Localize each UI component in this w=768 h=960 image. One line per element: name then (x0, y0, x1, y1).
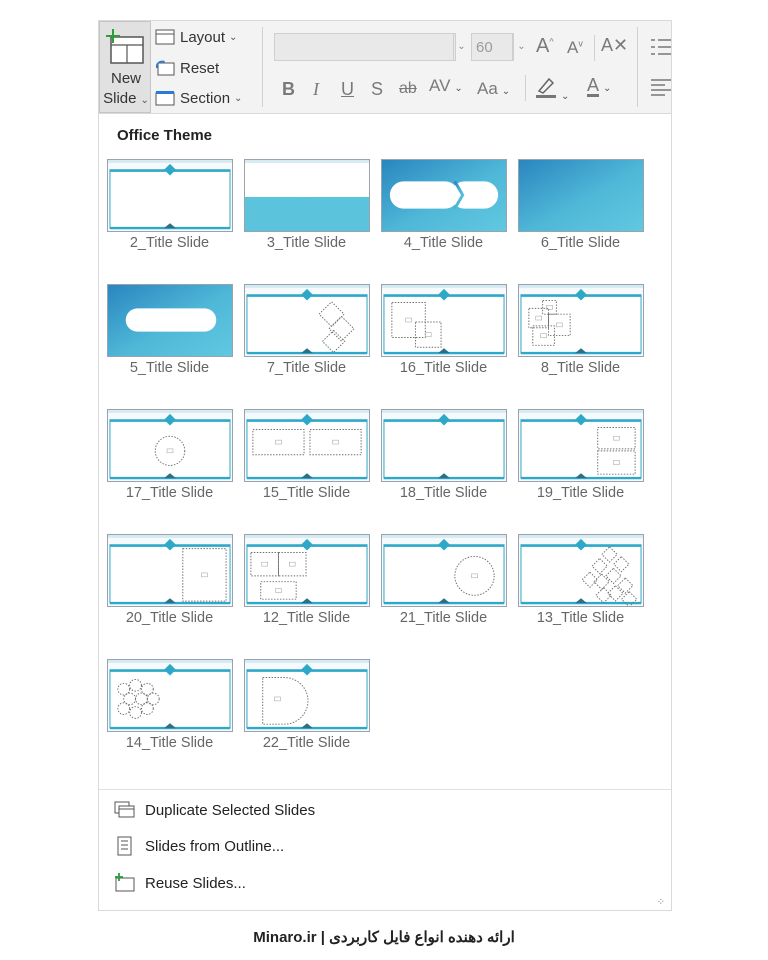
chevron-down-icon: ⌄ (229, 31, 238, 43)
layout-thumbnail[interactable] (381, 534, 507, 607)
duplicate-slides-icon (113, 800, 137, 820)
reuse-slides-item[interactable] (113, 871, 246, 895)
layout-name-label: 21_Title Slide (399, 610, 488, 626)
duplicate-slides-item[interactable] (113, 798, 315, 822)
reset-icon (155, 60, 175, 76)
layout-preview (382, 285, 506, 356)
layout-preview (245, 535, 369, 606)
section-button[interactable] (155, 86, 242, 110)
new-slide-label: New (110, 70, 141, 87)
layout-thumbnail[interactable] (107, 284, 233, 357)
ribbon-separator (262, 27, 263, 107)
highlighter-icon (535, 75, 557, 99)
layout-name-label: 19_Title Slide (536, 485, 625, 501)
clear-formatting-icon[interactable]: A✕ (601, 35, 629, 55)
chevron-down-icon: ⌄ (140, 95, 149, 106)
layout-preview (108, 410, 232, 481)
ribbon-separator (637, 27, 638, 107)
italic-button[interactable]: I (313, 79, 319, 99)
bullets-icon[interactable] (651, 37, 671, 57)
layout-thumbnail[interactable] (244, 534, 370, 607)
layout-preview (382, 410, 506, 481)
layout-preview (382, 535, 506, 606)
layout-name-label: 17_Title Slide (125, 485, 214, 501)
layout-preview (519, 160, 643, 231)
layout-thumbnail[interactable] (107, 159, 233, 232)
layout-name-label: 16_Title Slide (399, 360, 488, 376)
layout-thumbnail[interactable] (244, 409, 370, 482)
layout-thumbnail[interactable] (381, 159, 507, 232)
reset-label: Reset (180, 59, 220, 77)
layout-thumbnail[interactable] (107, 659, 233, 732)
character-spacing-button[interactable]: AV ⌄ (429, 76, 463, 95)
layout-thumbnail[interactable] (518, 284, 644, 357)
layout-preview (519, 410, 643, 481)
layout-name-label: 2_Title Slide (129, 235, 210, 251)
font-color-button[interactable]: A ⌄ (587, 75, 612, 95)
layout-thumbnail[interactable] (107, 409, 233, 482)
layout-preview (245, 410, 369, 481)
layout-thumbnail[interactable] (518, 409, 644, 482)
layout-name-label: 6_Title Slide (540, 235, 621, 251)
layout-name-label: 14_Title Slide (125, 735, 214, 751)
layout-name-label: 12_Title Slide (262, 610, 351, 626)
layout-name-label: 5_Title Slide (129, 360, 210, 376)
font-name-box[interactable] (274, 33, 456, 61)
layout-thumbnail[interactable] (244, 159, 370, 232)
layout-name-label: 18_Title Slide (399, 485, 488, 501)
layout-preview (108, 160, 232, 231)
reset-button[interactable] (155, 56, 219, 80)
layout-thumbnail[interactable] (518, 534, 644, 607)
new-slide-button[interactable] (99, 21, 151, 113)
outline-document-icon (113, 836, 137, 856)
menu-divider (99, 789, 671, 790)
layout-thumbnail[interactable] (107, 534, 233, 607)
reuse-slides-label: Reuse Slides... (145, 874, 246, 892)
strikethrough-button[interactable]: ab (399, 80, 417, 97)
ribbon-separator (594, 35, 595, 61)
layout-preview (519, 285, 643, 356)
layout-name-label: 22_Title Slide (262, 735, 351, 751)
layout-preview (108, 535, 232, 606)
font-name-dropdown[interactable]: ⌄ (453, 33, 469, 61)
layout-preview (108, 285, 232, 356)
layout-name-label: 3_Title Slide (266, 235, 347, 251)
layout-name-label: 8_Title Slide (540, 360, 621, 376)
layout-preview (245, 660, 369, 731)
layout-thumbnail[interactable] (381, 409, 507, 482)
slides-from-outline-item[interactable] (113, 834, 284, 858)
layout-name-label: 15_Title Slide (262, 485, 351, 501)
layout-thumbnail[interactable] (244, 659, 370, 732)
watermark-footer: Minaro.ir | ارائه دهنده انواع فایل کاربردی (253, 929, 515, 946)
change-case-button[interactable]: Aa ⌄ (477, 79, 511, 98)
duplicate-slides-label: Duplicate Selected Slides (145, 801, 316, 819)
align-left-icon[interactable] (651, 77, 671, 97)
new-slide-icon (105, 29, 145, 65)
chevron-down-icon: ⌄ (234, 92, 243, 104)
layout-name-label: 20_Title Slide (125, 610, 214, 626)
layout-icon (155, 29, 175, 45)
ribbon-separator (525, 75, 526, 101)
layout-gallery (98, 113, 672, 911)
layout-label: Layout (180, 28, 226, 46)
new-slide-label-2: Slide ⌄ (103, 90, 149, 107)
layout-name-label: 7_Title Slide (266, 360, 347, 376)
layout-thumbnail[interactable] (244, 284, 370, 357)
grow-font-button[interactable]: A^ (536, 35, 554, 57)
section-icon (155, 90, 175, 106)
slides-from-outline-label: Slides from Outline... (145, 837, 285, 855)
section-label: Section (180, 89, 231, 107)
ribbon (98, 20, 672, 113)
reuse-slides-icon (113, 873, 137, 893)
highlight-button[interactable]: ⌄ (535, 75, 569, 104)
layout-preview (245, 160, 369, 231)
layout-preview (382, 160, 506, 231)
layout-preview (245, 285, 369, 356)
layout-button[interactable] (155, 25, 237, 49)
font-size-box[interactable]: 60 (471, 33, 513, 61)
layout-name-label: 13_Title Slide (536, 610, 625, 626)
gallery-section-title: Office Theme (117, 127, 213, 144)
layout-preview (108, 660, 232, 731)
underline-button[interactable]: U (341, 79, 354, 99)
bold-button[interactable]: B (282, 79, 295, 99)
font-size-dropdown[interactable]: ⌄ (513, 33, 529, 61)
layout-name-label: 4_Title Slide (403, 235, 484, 251)
layout-thumbnail[interactable] (518, 159, 644, 232)
text-shadow-button[interactable]: S (371, 79, 384, 99)
layout-preview (519, 535, 643, 606)
resize-grip-icon[interactable]: ⁘ (656, 897, 665, 908)
shrink-font-button[interactable]: $A^v$ (567, 38, 583, 57)
layout-thumbnail[interactable] (381, 284, 507, 357)
